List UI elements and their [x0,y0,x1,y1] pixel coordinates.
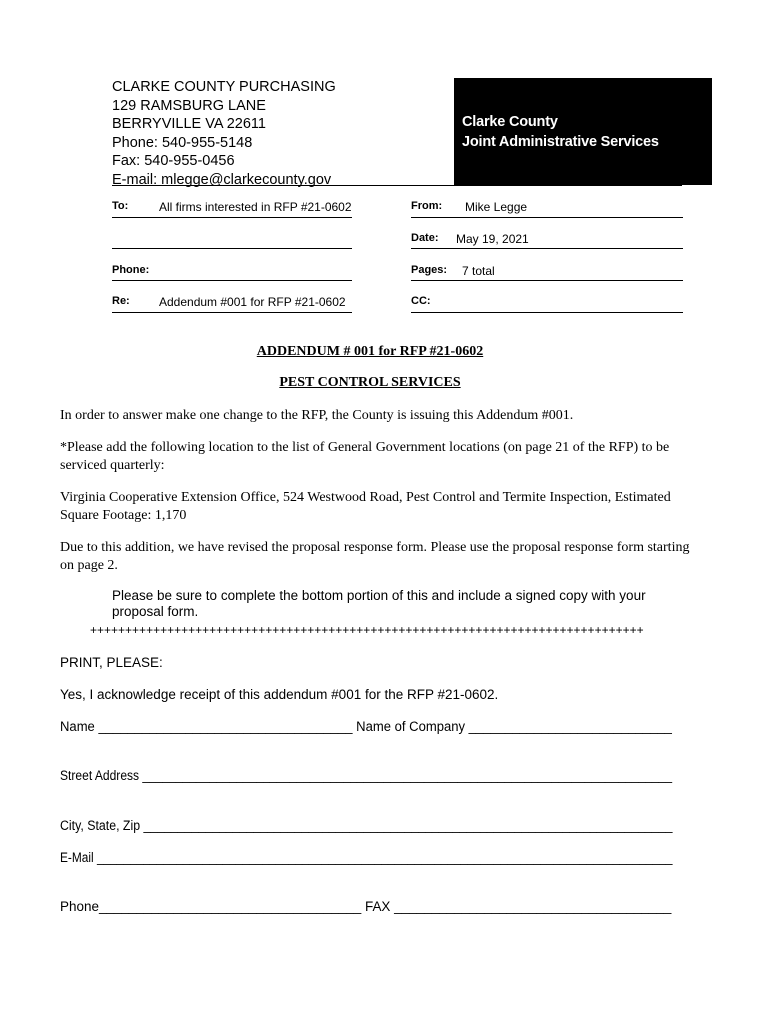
pages-rule [411,280,683,281]
city-state-zip-field[interactable]: City, State, Zip _____________________________________________________________________________ [60,818,673,833]
county-banner [454,78,712,185]
paragraph-location-request: *Please add the following location to the list of General Government locations (on page 21 of the RFP) to be serviced quarterly: [60,440,670,473]
pages-value: 7 total [462,264,495,278]
sender-name: CLARKE COUNTY PURCHASING [112,79,336,95]
paragraph-location-details: Virginia Cooperative Extension Office, 524 Westwood Road, Pest Control and Termite Inspection, Estimated Square Footage: 1,170 [60,490,671,523]
paragraph-revised-form: Due to this addition, we have revised the proposal response form. Please use the proposal response form starting on page 2. [60,540,690,573]
sender-city: BERRYVILLE VA 22611 [112,116,266,132]
addendum-subtitle: PEST CONTROL SERVICES [279,375,461,390]
cc-rule [411,312,683,313]
acknowledgement-statement: Yes, I acknowledge receipt of this addendum #001 for the RFP #21-0602. [60,687,499,702]
phone-fax-field[interactable]: Phone___________________________________ FAX _____________________________________ [60,899,672,914]
to-label: To: [112,200,129,212]
banner-line1: Clarke County [462,114,558,130]
instruction-text: Please be sure to complete the bottom portion of this and include a signed copy with your proposal form. [112,588,646,619]
cc-label: CC: [411,295,431,307]
header-top-rule [112,185,682,186]
to-rule [112,217,352,218]
blank-rule [112,248,352,249]
pages-label: Pages: [411,264,448,276]
from-rule [411,217,683,218]
sender-fax: Fax: 540-955-0456 [112,153,235,169]
re-value: Addendum #001 for RFP #21-0602 [159,295,346,309]
from-label: From: [411,200,443,212]
re-rule [112,312,352,313]
sender-email: E-mail: mlegge@clarkecounty.gov [112,171,332,188]
addendum-title: ADDENDUM # 001 for RFP #21-0602 [256,344,484,359]
sender-phone: Phone: 540-955-5148 [112,134,253,151]
date-value: May 19, 2021 [456,232,529,246]
phone-rule [112,280,352,281]
name-company-field[interactable]: Name ___________________________________ Name of Company ____________________________ [60,719,672,734]
from-value: Mike Legge [465,200,528,214]
street-address-field[interactable]: Street Address _______________________________________________________________________________ [60,768,673,783]
banner-line2: Joint Administrative Services [462,134,659,150]
sender-street: 129 RAMSBURG LANE [112,97,266,114]
separator-line: +++++++++++++++++++++++++++++++++++++++++++++++++++++++++++++++++++++++++++++++ [90,623,644,637]
sender-address [112,78,336,189]
email-field[interactable]: E-Mail _______________________________________________________________________________________ [60,850,673,865]
date-rule [411,248,683,249]
re-label: Re: [112,295,130,307]
phone-label: Phone: [112,264,150,276]
paragraph-intro: In order to answer make one change to the RFP, the County is issuing this Addendum #001. [60,408,574,423]
print-please-label: PRINT, PLEASE: [60,655,163,670]
to-value: All firms interested in RFP #21-0602 [159,200,352,214]
date-label: Date: [411,232,439,244]
